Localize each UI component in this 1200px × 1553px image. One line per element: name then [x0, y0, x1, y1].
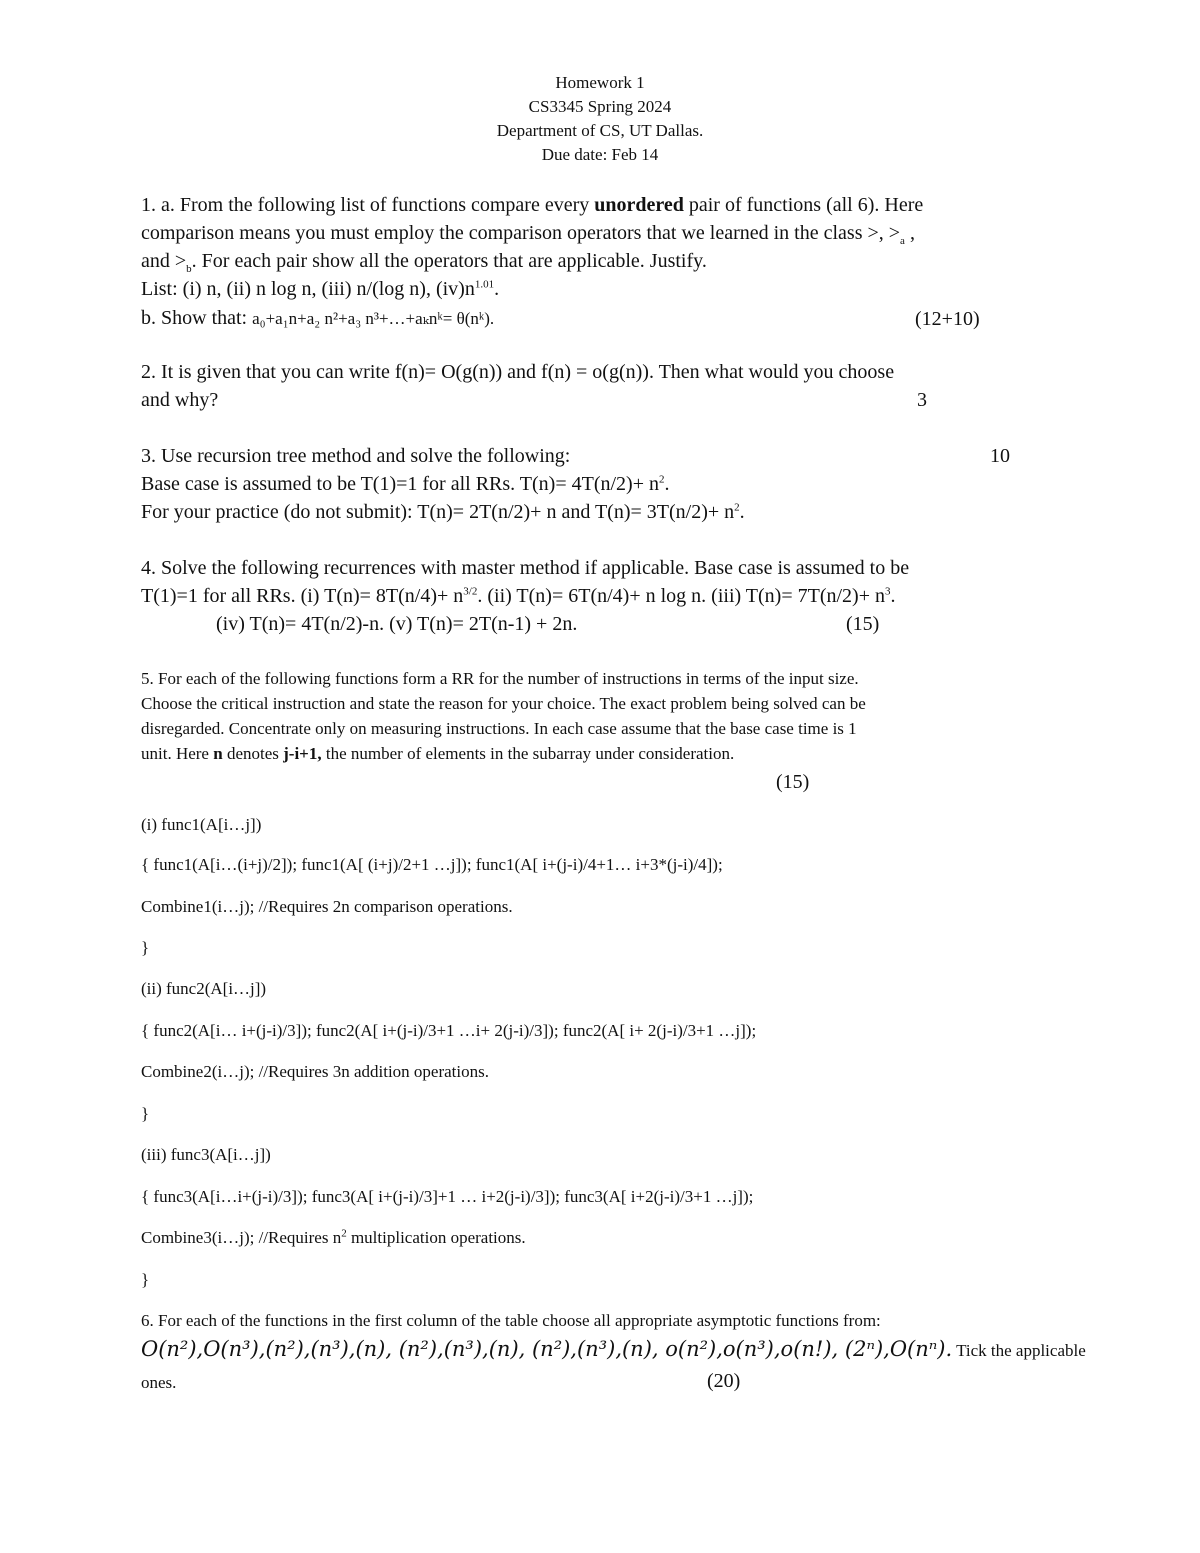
q3-line1: 3. Use recursion tree method and solve the following: [141, 445, 571, 467]
q6-line1: 6. For each of the functions in the first column of the table choose all appropriate asymptotic functions from: [141, 1311, 881, 1330]
q1-list: List: (i) n, (ii) n log n, (iii) n/(log n), $(iv)n^{1.01}$. [141, 278, 500, 300]
q6-math-line: O(n²),O(n³),(n²),(n³),(n), (n²),(n³),(n), (n²),(n³),(n), o(n²),o(n³),o(n!), (2ⁿ),O(nⁿ). Tick the applicable [141, 1337, 1086, 1361]
q1-line2: comparison means you must employ the comparison operators that we learned in the class >, $>_a$ , [141, 222, 915, 247]
func1-body: { func1(A[i…(i+j)/2]); func1(A[ (i+j)/2+1 …j]); func1(A[ i+(j-i)/4+1… i+3*(j-i)/4]); [141, 855, 723, 874]
q5-points: (15) [776, 771, 810, 793]
q2-line1: 2. It is given that you can write f(n)= O(g(n)) and f(n) = o(g(n)). Then what would you choose [141, 361, 895, 383]
q2-line2: and why? [141, 389, 219, 411]
q4-line1: 4. Solve the following recurrences with master method if applicable. Base case is assumed to be [141, 557, 910, 579]
func2-combine: Combine2(i…j); //Requires 3n addition operations. [141, 1062, 489, 1081]
q1-b: b. Show that: a₀+a₁n+a₂ n²+a₃ n³+…+aₖnᵏ= θ(nᵏ). [141, 307, 495, 329]
q1-points: (12+10) [915, 308, 980, 330]
q3-points: 10 [990, 445, 1010, 467]
due-date: Due date: Feb 14 [541, 145, 659, 164]
q4-line2: T(1)=1 for all RRs. (i) $T(n)= 8T(n/4)+ n^{3/2}$. (ii) T(n)= 6T(n/4)+ n log n. (iii) $T(n)= 7T(n/2)+ n^3$. [141, 585, 896, 607]
func2-header: (ii) func2(A[i…j]) [141, 979, 267, 998]
q3-line2: Base case is assumed to be T(1)=1 for all RRs. $T(n)= 4T(n/2)+ n^2$. [141, 473, 670, 495]
func1-header: (i) func1(A[i…j]) [141, 815, 262, 834]
homework-title: Homework 1 [555, 73, 645, 92]
func3-close: } [141, 1270, 150, 1289]
q1-line1: 1. a. From the following list of functions compare every unordered pair of functions (all 6). Here [141, 194, 924, 216]
func2-close: } [141, 1104, 150, 1123]
func1-close: } [141, 938, 150, 957]
func2-body: { func2(A[i… i+(j-i)/3]); func2(A[ i+(j-i)/3+1 …i+ 2(j-i)/3]); func2(A[ i+ 2(j-i)/3+1 …j]); [141, 1021, 757, 1040]
func1-combine: Combine1(i…j); //Requires 2n comparison operations. [141, 897, 513, 916]
q5-line3: disregarded. Concentrate only on measuring instructions. In each case assume that the base case time is 1 [141, 719, 857, 738]
func3-body: { func3(A[i…i+(j-i)/3]); func3(A[ i+(j-i)/3]+1 … i+2(j-i)/3]); func3(A[ i+2(j-i)/3+1 …j]); [141, 1187, 754, 1206]
func3-header: (iii) func3(A[i…j]) [141, 1145, 271, 1164]
q5-line2: Choose the critical instruction and state the reason for your choice. The exact problem being solved can be [141, 694, 866, 713]
q5-line4: unit. Here n denotes j-i+1, the number of elements in the subarray under consideration. [141, 744, 735, 763]
asymptotic-functions: O(n²),O(n³),(n²),(n³),(n), (n²),(n³),(n), (n²),(n³),(n), o(n²),o(n³),o(n!), (2ⁿ),O(nⁿ). [141, 1337, 953, 1361]
func3-combine: Combine3(i…j); //Requires $n^2$ multiplication operations. [141, 1227, 526, 1247]
q5-line1: 5. For each of the following functions form a RR for the number of instructions in terms of the input size. [141, 669, 859, 688]
q2-points: 3 [917, 389, 927, 411]
q3-line3: For your practice (do not submit): T(n)= 2T(n/2)+ n and $T(n)= 3T(n/2)+ n^2$. [141, 501, 745, 523]
q4-line3: (iv) T(n)= 4T(n/2)-n. (v) T(n)= 2T(n-1) + 2n. [216, 613, 578, 635]
department: Department of CS, UT Dallas. [496, 121, 704, 140]
q6-line3: ones. [141, 1373, 177, 1392]
q1-line3: and $>_b$. For each pair show all the operators that are applicable. Justify. [141, 250, 707, 275]
unordered-emphasis: unordered [594, 194, 684, 216]
q6-points: (20) [707, 1370, 741, 1392]
course-title: CS3345 Spring 2024 [528, 97, 672, 116]
document-header [0, 71, 1200, 167]
q4-points: (15) [846, 613, 880, 635]
